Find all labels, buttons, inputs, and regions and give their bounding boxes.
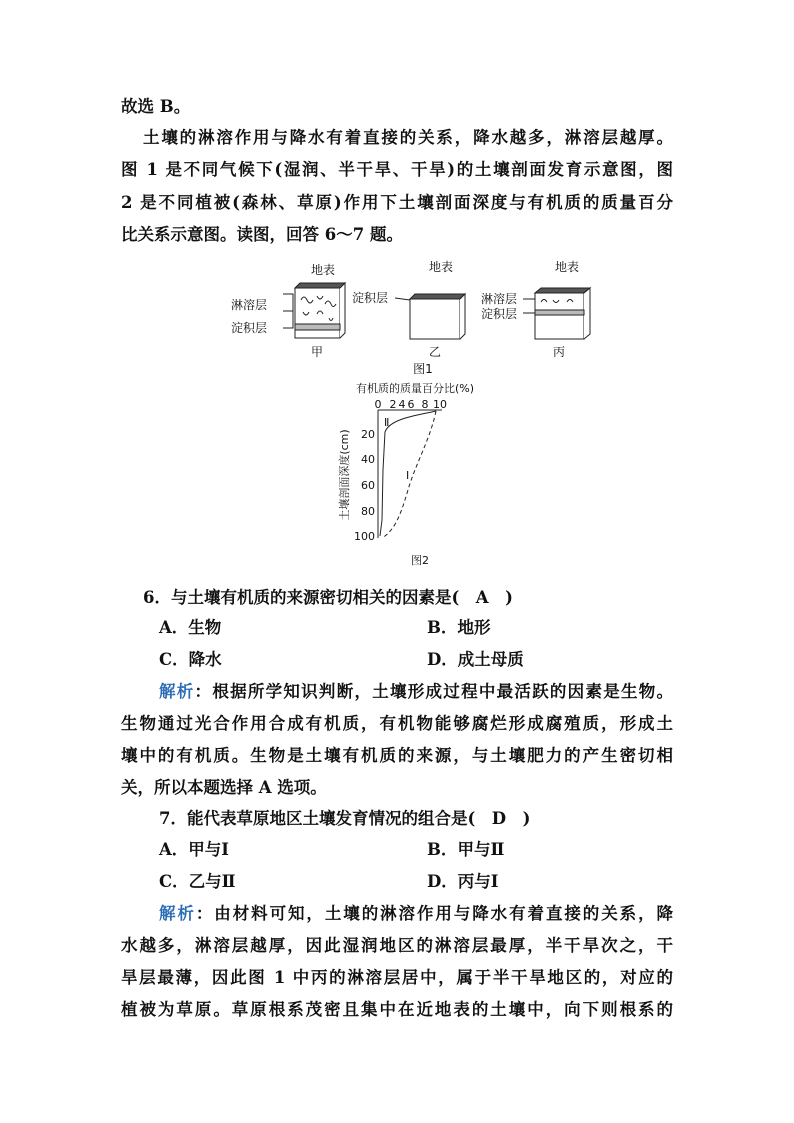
curve-i-label: Ⅰ <box>406 469 410 482</box>
intro-line-2: 图 1 是不同气候下(湿润、半干旱、干旱)的土壤剖面发育示意图，图 <box>121 160 673 179</box>
bing-surface-label: 地表 <box>554 260 580 274</box>
bing-leach-label: 淋溶层 <box>481 292 518 306</box>
yi-label: 乙 <box>428 345 442 359</box>
q6-option-b: B．地形 <box>427 618 491 637</box>
q7-option-d: D．丙与Ⅰ <box>427 872 499 891</box>
analysis-6-line-4: 关，所以本题选择 A 选项。 <box>121 778 327 797</box>
bing-deposit-label: 淀积层 <box>481 307 518 321</box>
jia-deposit-label: 淀积层 <box>231 321 268 335</box>
question-6-stem: 6．与土壤有机质的来源密切相关的因素是( A ) <box>143 588 513 607</box>
y-tick-100: 100 <box>354 530 375 543</box>
q6-option-d: D．成土母质 <box>427 650 524 669</box>
figure-2-caption: 图2 <box>411 554 429 567</box>
analysis-6-label: 解析 <box>159 682 195 701</box>
figure-1-soil-profiles <box>225 256 605 381</box>
y-tick-20: 20 <box>361 428 375 441</box>
x-tick-8: 8 <box>421 398 429 411</box>
question-7-stem: 7．能代表草原地区土壤发育情况的组合是( D ) <box>159 809 531 828</box>
y-axis-title: 土壤剖面深度(cm) <box>338 429 351 521</box>
q6-option-c: C．降水 <box>159 650 222 669</box>
q6-option-a: A．生物 <box>159 618 222 637</box>
q7-option-b: B．甲与Ⅱ <box>427 840 505 859</box>
figure-1-caption: 图1 <box>413 362 433 376</box>
y-tick-60: 60 <box>361 479 375 492</box>
x-tick-6: 6 <box>407 398 415 411</box>
x-axis-title: 有机质的质量百分比(%) <box>355 382 475 395</box>
yi-deposit-label: 淀积层 <box>352 291 389 305</box>
profile-bing <box>523 288 590 339</box>
analysis-7-line-1: 解析：由材料可知，土壤的淋溶作用与降水有着直接的关系，降 <box>159 904 674 923</box>
analysis-7-line-4: 植被为草原。草原根系茂密且集中在近地表的土壤中，向下则根系的 <box>121 1000 673 1019</box>
analysis-7-line-3: 旱层最薄，因此图 1 中丙的淋溶层居中，属于半干旱地区的，对应的 <box>121 968 673 987</box>
analysis-7-line-2: 水越多，淋溶层越厚，因此湿润地区的淋溶层最厚，半干旱次之，干 <box>121 936 673 955</box>
q7-option-c: C．乙与Ⅱ <box>159 872 236 891</box>
y-tick-40: 40 <box>361 453 375 466</box>
x-tick-0: 0 <box>374 398 382 411</box>
jia-surface-label: 地表 <box>310 263 336 277</box>
x-tick-10: 10 <box>433 398 447 411</box>
bing-label: 丙 <box>552 345 566 359</box>
q7-option-a: A．甲与Ⅰ <box>159 840 230 859</box>
analysis-6-line-2: 生物通过光合作用合成有机质，有机物能够腐烂形成腐殖质，形成土 <box>121 714 673 733</box>
figure-2-organic-matter <box>330 380 480 572</box>
profile-jia <box>283 283 345 338</box>
intro-line-0: 故选 B。 <box>121 97 191 116</box>
intro-line-4: 比关系示意图。读图，回答 6～7 题。 <box>121 225 403 244</box>
x-tick-2: 2 <box>389 398 397 411</box>
jia-label: 甲 <box>310 345 324 359</box>
analysis-7-label: 解析 <box>159 904 196 923</box>
analysis-6-line-1: 解析：根据所学知识判断，土壤形成过程中最活跃的因素是生物。 <box>159 682 674 701</box>
y-tick-80: 80 <box>361 505 375 518</box>
analysis-6-line-3: 壤中的有机质。生物是土壤有机质的来源，与土壤肥力的产生密切相 <box>121 746 673 765</box>
intro-line-3: 2 是不同植被(森林、草原)作用下土壤剖面深度与有机质的质量百分 <box>121 193 673 212</box>
x-tick-4: 4 <box>398 398 406 411</box>
curve-ii-label: Ⅱ <box>384 416 390 429</box>
yi-surface-label: 地表 <box>428 260 454 274</box>
jia-leach-label: 淋溶层 <box>231 298 268 312</box>
profile-yi <box>395 294 465 339</box>
intro-line-1: 土壤的淋溶作用与降水有着直接的关系，降水越多，淋溶层越厚。 <box>143 128 673 147</box>
